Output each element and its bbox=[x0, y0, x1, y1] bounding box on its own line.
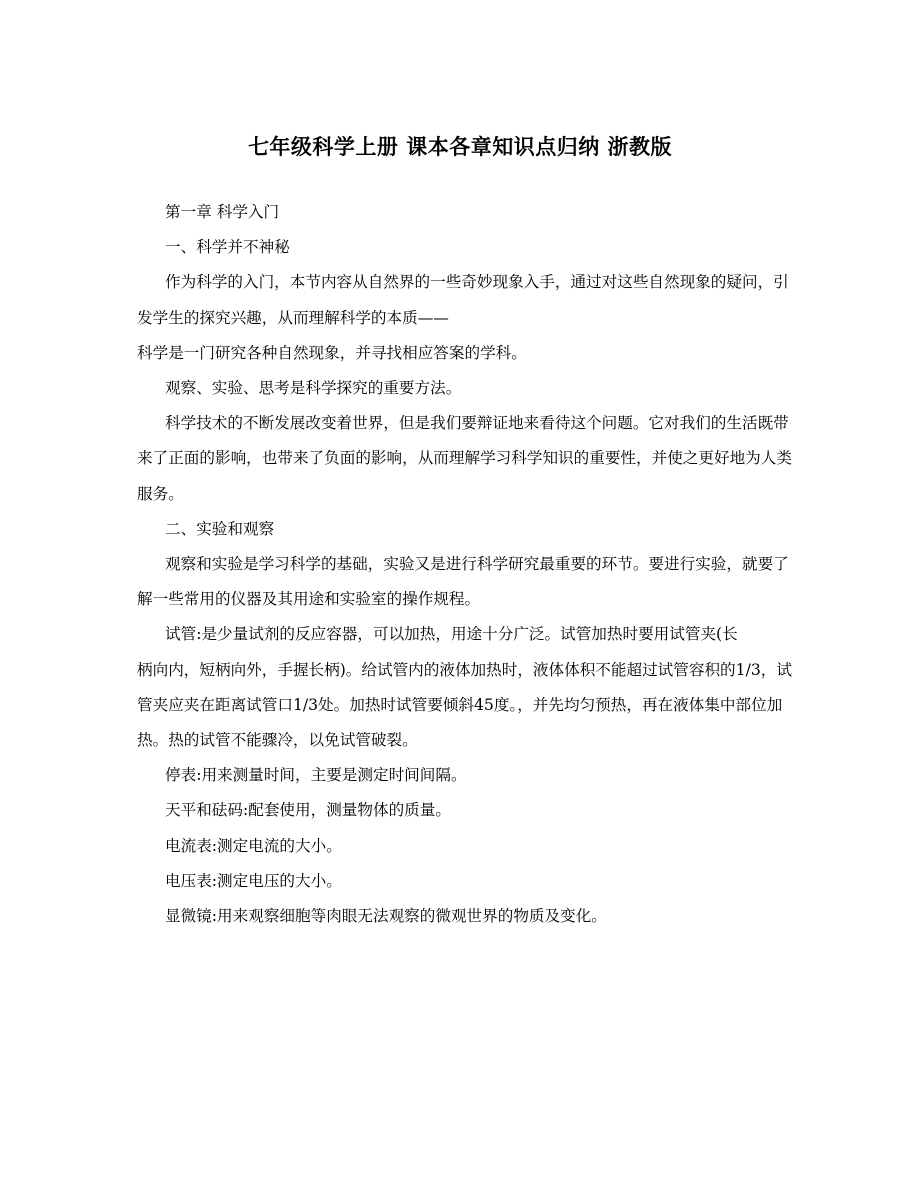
document-title: 七年级科学上册 课本各章知识点归纳 浙教版 bbox=[247, 134, 673, 159]
section-heading-2: 二、实验和观察 bbox=[165, 519, 275, 538]
paragraph: 作为科学的入门，本节内容从自然界的一些奇妙现象入手，通过对这些自然现象的疑问，引发学生的探究兴趣，从而理解科学的本质—— bbox=[137, 273, 789, 327]
document-body bbox=[137, 195, 797, 934]
paragraph: 科学技术的不断发展改变着世界，但是我们要辩证地来看待这个问题。它对我们的生活既带来了正面的影响，也带来了负面的影响，从而理解学习科学知识的重要性，并使之更好地为人类服务。 bbox=[137, 414, 792, 503]
paragraph: 电流表:测定电流的大小。 bbox=[165, 836, 342, 855]
paragraph: 科学是一门研究各种自然现象，并寻找相应答案的学科。 bbox=[137, 343, 527, 362]
chapter-heading: 第一章 科学入门 bbox=[165, 203, 280, 221]
paragraph: 试管:是少量试剂的反应容器，可以加热，用途十分广泛。试管加热时要用试管夹(长 bbox=[165, 625, 738, 644]
paragraph: 观察、实验、思考是科学探究的重要方法。 bbox=[165, 379, 462, 398]
section-heading-1: 一、科学并不神秘 bbox=[165, 238, 290, 257]
paragraph: 电压表:测定电压的大小。 bbox=[165, 871, 342, 890]
paragraph: 显微镜:用来观察细胞等肉眼无法观察的微观世界的物质及变化。 bbox=[165, 907, 607, 926]
paragraph: 停表:用来测量时间，主要是测定时间间隔。 bbox=[165, 766, 467, 785]
paragraph: 天平和砝码:配套使用，测量物体的质量。 bbox=[165, 801, 451, 820]
paragraph: 观察和实验是学习科学的基础，实验又是进行科学研究最重要的环节。要进行实验，就要了解一些常用的仪器及其用途和实验室的操作规程。 bbox=[137, 555, 789, 609]
paragraph: 柄向内，短柄向外，手握长柄)。给试管内的液体加热时，液体体积不能超过试管容积的1/3，试管夹应夹在距离试管口1/3处。加热时试管要倾斜45度。，并先均匀预热，再在液体集中部位加热。热的试管不能骤冷，以免试管破裂。 bbox=[137, 660, 792, 750]
